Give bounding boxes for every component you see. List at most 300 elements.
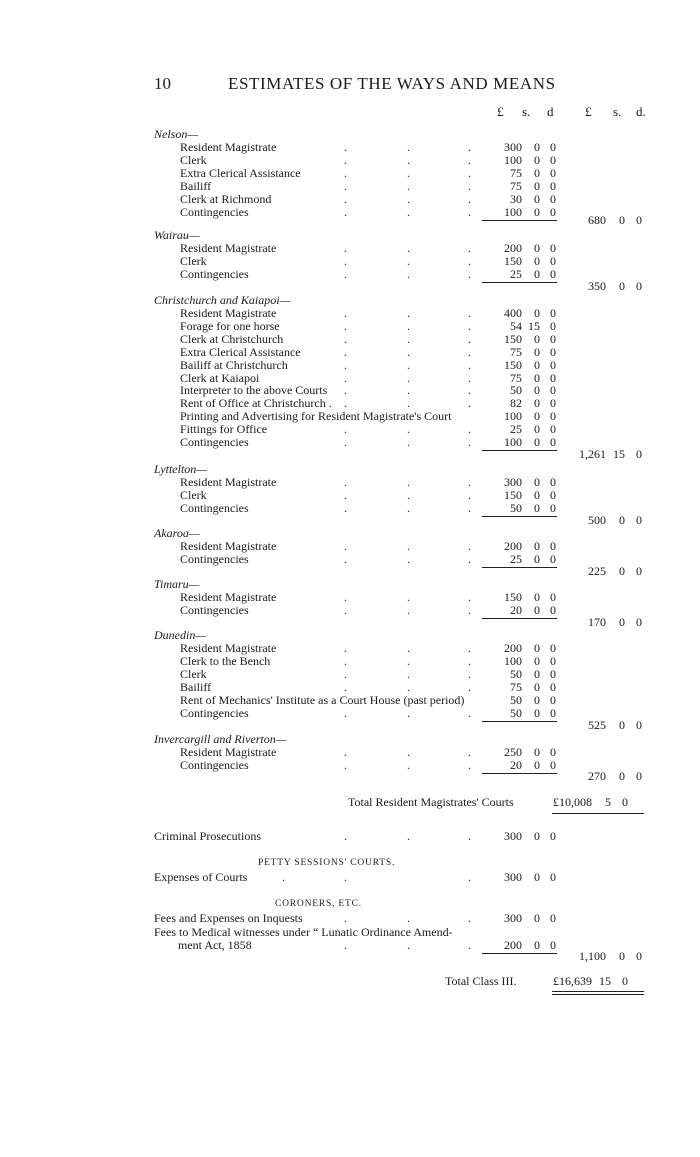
leader-dot: . (468, 241, 471, 255)
line-item-amount-pounds: 250 (504, 745, 522, 759)
leader-dot: . (468, 829, 471, 843)
leader-dot: . (344, 487, 347, 502)
line-item-amount-shillings: 0 (534, 165, 540, 180)
class-total-pounds: £16,639 (553, 974, 592, 988)
line-item-amount-pounds: 30 (510, 191, 522, 206)
leader-dot: . (468, 435, 471, 449)
line-item-amount-pounds: 200 (504, 641, 522, 655)
leader-dot: . (344, 178, 347, 193)
line-item-amount-shillings: 0 (534, 705, 540, 720)
akaroa-section-title: Akaroa— (154, 526, 200, 540)
leader-dot: . (468, 539, 471, 553)
line-item-amount-pence: 0 (550, 331, 556, 346)
line-item-label: Contingencies (180, 266, 249, 281)
christchurch-subtotal-rule (482, 450, 557, 451)
line-item-label: Contingencies (180, 602, 249, 617)
line-item-label: Bailiff (180, 178, 212, 193)
leader-dot: . (468, 911, 471, 925)
line-item-label: Clerk at Christchurch (180, 331, 284, 346)
line-item-amount-pounds: 75 (510, 178, 522, 193)
leader-dot: . (344, 475, 347, 489)
leader-dot: . (468, 641, 471, 655)
line-item-amount-shillings: 0 (534, 422, 540, 437)
line-item-amount-pounds: 100 (504, 204, 522, 219)
leader-dot: . (468, 590, 471, 604)
line-item-label: Contingencies (180, 204, 249, 219)
line-item-amount-pounds: 20 (510, 602, 522, 617)
line-item-amount-pounds: 100 (504, 653, 522, 668)
line-item-amount-pounds: 300 (504, 475, 522, 489)
wairau-section-total-pounds: 350 (588, 279, 606, 293)
criminal-prosecutions-label: Criminal Prosecutions (154, 829, 261, 843)
line-item-amount-pounds: 100 (504, 435, 522, 449)
lyttelton-subtotal-rule (482, 516, 557, 517)
leader-dot: . (407, 590, 410, 604)
class-total-rule-1 (552, 991, 644, 992)
leader-dot: . (407, 938, 410, 952)
line-item-label: Resident Magistrate (180, 306, 277, 320)
class-total-rule-2 (552, 994, 644, 995)
resident-magistrates-total-shillings: 5 (605, 795, 611, 809)
line-item-amount-pence: 0 (550, 653, 556, 668)
leader-dot: . (344, 241, 347, 255)
leader-dot: . (407, 357, 410, 372)
line-item-amount-pounds: 200 (504, 241, 522, 255)
line-item-label: Resident Magistrate (180, 241, 277, 255)
expenses-of-courts-amount-pounds: 300 (504, 870, 522, 884)
leader-dot: . (407, 641, 410, 655)
leader-dot: . (468, 165, 471, 180)
line-item-amount-pence: 0 (550, 178, 556, 193)
leader-dot: . (407, 705, 410, 720)
lyttelton-section-total-pence: 0 (636, 513, 642, 527)
line-item-label: Resident Magistrate (180, 745, 277, 759)
line-item-amount-pence: 0 (550, 679, 556, 694)
line-item-amount-shillings: 0 (534, 152, 540, 167)
leader-dot: . (344, 602, 347, 617)
leader-dot: . (468, 551, 471, 566)
leader-dot: . (468, 370, 471, 385)
line-item-amount-pence: 0 (550, 318, 556, 333)
inquests-fees-amount-shillings: 0 (534, 911, 540, 925)
line-item-amount-pence: 0 (550, 396, 556, 411)
leader-dot: . (344, 590, 347, 604)
line-item-label: Contingencies (180, 757, 249, 772)
leader-dot: . (468, 653, 471, 668)
leader-dot: . (344, 705, 347, 720)
line-item-amount-pounds: 50 (510, 666, 522, 681)
line-item-amount-pence: 0 (550, 152, 556, 167)
line-item-amount-shillings: 0 (534, 551, 540, 566)
line-item-amount-shillings: 0 (534, 344, 540, 359)
leader-dot: . (468, 383, 471, 398)
criminal-prosecutions-amount-pounds: 300 (504, 829, 522, 843)
leader-dot: . (344, 253, 347, 268)
line-item-amount-pounds: 200 (504, 539, 522, 553)
invercargill-subtotal-rule (482, 773, 557, 774)
leader-dot: . (468, 191, 471, 206)
leader-dot: . (407, 435, 410, 449)
leader-dot: . (344, 938, 347, 952)
leader-dot: . (468, 602, 471, 617)
timaru-subtotal-rule (482, 618, 557, 619)
class-total-pence: 0 (622, 974, 628, 988)
line-item-amount-shillings: 0 (534, 602, 540, 617)
timaru-section-total-pounds: 170 (588, 615, 606, 629)
leader-dot: . (407, 396, 410, 411)
leader-dot: . (344, 870, 347, 884)
line-item-amount-pounds: 50 (510, 705, 522, 720)
line-item-label: Extra Clerical Assistance (180, 165, 301, 180)
invercargill-section-total-shillings: 0 (619, 769, 625, 783)
line-item-amount-pounds: 75 (510, 344, 522, 359)
leader-dot: . (468, 705, 471, 720)
leader-dot: . (468, 475, 471, 489)
leader-dot: . (468, 344, 471, 359)
line-item-amount-pence: 0 (550, 539, 556, 553)
line-item-amount-shillings: 0 (534, 191, 540, 206)
line-item-amount-pounds: 50 (510, 692, 522, 707)
leader-dot: . (407, 165, 410, 180)
coroners-heading: CORONERS, ETC. (275, 899, 362, 909)
leader-dot: . (282, 870, 285, 884)
medical-witnesses-amount-shillings: 0 (534, 938, 540, 952)
christchurch-section-total-shillings: 15 (613, 447, 625, 461)
line-item-label: Resident Magistrate (180, 539, 277, 553)
line-item-amount-pounds: 150 (504, 590, 522, 604)
line-item-amount-pence: 0 (550, 435, 556, 449)
leader-dot: . (407, 829, 410, 843)
dunedin-subtotal-rule (482, 721, 557, 722)
invercargill-section-title: Invercargill and Riverton— (154, 732, 287, 746)
line-item-amount-pence: 0 (550, 475, 556, 489)
dunedin-section-total-pounds: 525 (588, 718, 606, 732)
line-item-label: Resident Magistrate (180, 475, 277, 489)
leader-dot: . (344, 266, 347, 281)
christchurch-section-total-pence: 0 (636, 447, 642, 461)
invercargill-section-total-pence: 0 (636, 769, 642, 783)
line-item-label: Rent of Mechanics' Institute as a Court House (past period) (180, 692, 465, 707)
line-item-amount-pounds: 75 (510, 370, 522, 385)
leader-dot: . (407, 551, 410, 566)
line-item-amount-shillings: 0 (534, 435, 540, 449)
line-item-label: Interpreter to the above Courts (180, 383, 328, 398)
line-item-amount-pounds: 75 (510, 679, 522, 694)
leader-dot: . (407, 318, 410, 333)
leader-dot: . (344, 396, 347, 411)
leader-dot: . (407, 370, 410, 385)
line-item-amount-pence: 0 (550, 253, 556, 268)
leader-dot: . (407, 653, 410, 668)
line-item-amount-shillings: 0 (534, 666, 540, 681)
leader-dot: . (344, 140, 347, 154)
line-item-amount-pence: 0 (550, 757, 556, 772)
coroners-subtotal-rule (482, 953, 557, 954)
leader-dot: . (344, 331, 347, 346)
leader-dot: . (407, 757, 410, 772)
line-item-amount-pounds: 50 (510, 500, 522, 515)
line-item-amount-pence: 0 (550, 551, 556, 566)
line-item-amount-shillings: 0 (534, 641, 540, 655)
leader-dot: . (344, 829, 347, 843)
leader-dot: . (344, 435, 347, 449)
wairau-section-title: Wairau— (154, 228, 200, 242)
line-item-amount-shillings: 0 (534, 253, 540, 268)
line-item-label: Contingencies (180, 500, 249, 515)
leader-dot: . (407, 140, 410, 154)
line-item-amount-pence: 0 (550, 745, 556, 759)
resident-magistrates-total-pence: 0 (622, 795, 628, 809)
leader-dot: . (407, 191, 410, 206)
medical-witnesses-amount-pence: 0 (550, 938, 556, 952)
akaroa-section-total-shillings: 0 (619, 564, 625, 578)
line-item-label: Clerk at Richmond (180, 191, 272, 206)
leader-dot: . (344, 911, 347, 925)
line-item-amount-pounds: 54 (510, 318, 522, 333)
akaroa-section-total-pence: 0 (636, 564, 642, 578)
leader-dot: . (468, 396, 471, 411)
leader-dot: . (407, 204, 410, 219)
line-item-amount-shillings: 0 (534, 745, 540, 759)
line-item-amount-shillings: 0 (534, 500, 540, 515)
timaru-section-total-shillings: 0 (619, 615, 625, 629)
line-item-label: Printing and Advertising for Resident Magistrate's Court (180, 409, 452, 424)
nelson-subtotal-rule (482, 220, 557, 221)
line-item-label: Contingencies (180, 435, 249, 449)
leader-dot: . (344, 344, 347, 359)
leader-dot: . (407, 253, 410, 268)
leader-dot: . (407, 475, 410, 489)
line-item-label: Bailiff at Christchurch (180, 357, 288, 372)
line-item-amount-shillings: 15 (528, 318, 540, 333)
line-item-label: Resident Magistrate (180, 140, 277, 154)
line-item-amount-pounds: 400 (504, 306, 522, 320)
inquests-fees-label: Fees and Expenses on Inquests (154, 911, 303, 925)
line-item-amount-pence: 0 (550, 641, 556, 655)
akaroa-subtotal-rule (482, 567, 557, 568)
line-item-amount-pence: 0 (550, 692, 556, 707)
leader-dot: . (468, 331, 471, 346)
total-pounds-column-header: £ (585, 104, 592, 119)
line-item-amount-pence: 0 (550, 357, 556, 372)
leader-dot: . (407, 241, 410, 255)
leader-dot: . (468, 870, 471, 884)
leader-dot: . (344, 318, 347, 333)
invercargill-section-total-pounds: 270 (588, 769, 606, 783)
page-header (154, 74, 574, 98)
leader-dot: . (344, 422, 347, 437)
medical-witnesses-label-cont: ment Act, 1858 (178, 938, 252, 952)
leader-dot: . (407, 152, 410, 167)
leader-dot: . (344, 152, 347, 167)
line-item-amount-shillings: 0 (534, 590, 540, 604)
leader-dot: . (407, 306, 410, 320)
shillings-column-header: s. (522, 104, 531, 119)
line-item-amount-pence: 0 (550, 422, 556, 437)
line-item-amount-pounds: 20 (510, 757, 522, 772)
leader-dot: . (344, 191, 347, 206)
leader-dot: . (344, 679, 347, 694)
wairau-subtotal-rule (482, 282, 557, 283)
line-item-label: Clerk (180, 666, 207, 681)
line-item-amount-pounds: 150 (504, 357, 522, 372)
line-item-label: Resident Magistrate (180, 590, 277, 604)
leader-dot: . (468, 266, 471, 281)
line-item-amount-shillings: 0 (534, 370, 540, 385)
coroners-total-pounds: 1,100 (579, 949, 606, 963)
line-item-label: Contingencies (180, 551, 249, 566)
leader-dot: . (468, 757, 471, 772)
leader-dot: . (344, 357, 347, 372)
leader-dot: . (344, 653, 347, 668)
line-item-amount-shillings: 0 (534, 140, 540, 154)
leader-dot: . (407, 539, 410, 553)
line-item-amount-pence: 0 (550, 344, 556, 359)
line-item-label: Clerk (180, 253, 207, 268)
expenses-of-courts-amount-pence: 0 (550, 870, 556, 884)
leader-dot: . (468, 422, 471, 437)
line-item-amount-shillings: 0 (534, 266, 540, 281)
dunedin-section-total-shillings: 0 (619, 718, 625, 732)
inquests-fees-amount-pounds: 300 (504, 911, 522, 925)
leader-dot: . (468, 679, 471, 694)
line-item-amount-pence: 0 (550, 705, 556, 720)
leader-dot: . (344, 383, 347, 398)
line-item-amount-pounds: 100 (504, 409, 522, 424)
line-item-amount-shillings: 0 (534, 539, 540, 553)
pence-column-header: d (547, 104, 554, 119)
line-item-amount-shillings: 0 (534, 306, 540, 320)
wairau-section-total-pence: 0 (636, 279, 642, 293)
line-item-label: Extra Clerical Assistance (180, 344, 301, 359)
leader-dot: . (407, 911, 410, 925)
leader-dot: . (468, 745, 471, 759)
class-total-label: Total Class III. (445, 974, 517, 988)
line-item-amount-pence: 0 (550, 487, 556, 502)
lyttelton-section-total-pounds: 500 (588, 513, 606, 527)
leader-dot: . (468, 253, 471, 268)
leader-dot: . (407, 331, 410, 346)
nelson-section-title: Nelson— (154, 127, 199, 141)
line-item-amount-pence: 0 (550, 383, 556, 398)
line-item-amount-shillings: 0 (534, 757, 540, 772)
line-item-amount-pence: 0 (550, 165, 556, 180)
nelson-section-total-pounds: 680 (588, 213, 606, 227)
expenses-of-courts-label: Expenses of Courts (154, 870, 248, 884)
line-item-amount-pence: 0 (550, 500, 556, 515)
rm-total-rule (552, 813, 644, 814)
line-item-amount-shillings: 0 (534, 692, 540, 707)
nelson-section-total-shillings: 0 (619, 213, 625, 227)
line-item-amount-pounds: 82 (510, 396, 522, 411)
akaroa-section-total-pounds: 225 (588, 564, 606, 578)
expenses-of-courts-amount-shillings: 0 (534, 870, 540, 884)
leader-dot: . (468, 152, 471, 167)
line-item-amount-pence: 0 (550, 140, 556, 154)
leader-dot: . (468, 204, 471, 219)
inquests-fees-amount-pence: 0 (550, 911, 556, 925)
leader-dot: . (468, 318, 471, 333)
leader-dot: . (468, 938, 471, 952)
leader-dot: . (407, 266, 410, 281)
leader-dot: . (407, 602, 410, 617)
leader-dot: . (344, 551, 347, 566)
line-item-amount-pounds: 150 (504, 487, 522, 502)
leader-dot: . (344, 641, 347, 655)
line-item-amount-pence: 0 (550, 266, 556, 281)
leader-dot: . (407, 383, 410, 398)
leader-dot: . (344, 745, 347, 759)
line-item-label: Fittings for Office (180, 422, 268, 437)
line-item-label: Bailiff (180, 679, 212, 694)
lyttelton-section-title: Lyttelton— (154, 462, 207, 476)
page-title: ESTIMATES OF THE WAYS AND MEANS (228, 74, 556, 93)
line-item-amount-pounds: 50 (510, 383, 522, 398)
line-item-label: Resident Magistrate (180, 641, 277, 655)
line-item-amount-pounds: 100 (504, 152, 522, 167)
resident-magistrates-total-label: Total Resident Magistrates' Courts (348, 795, 514, 809)
line-item-amount-pounds: 300 (504, 140, 522, 154)
leader-dot: . (344, 539, 347, 553)
line-item-amount-pence: 0 (550, 306, 556, 320)
line-item-label: Contingencies (180, 705, 249, 720)
line-item-amount-pence: 0 (550, 666, 556, 681)
leader-dot: . (407, 679, 410, 694)
leader-dot: . (344, 165, 347, 180)
line-item-label: Clerk to the Bench (180, 653, 271, 668)
line-item-amount-pence: 0 (550, 191, 556, 206)
timaru-section-title: Timaru— (154, 577, 200, 591)
leader-dot: . (407, 422, 410, 437)
nelson-section-total-pence: 0 (636, 213, 642, 227)
leader-dot: . (344, 757, 347, 772)
leader-dot: . (344, 204, 347, 219)
line-item-amount-shillings: 0 (534, 679, 540, 694)
line-item-amount-shillings: 0 (534, 487, 540, 502)
leader-dot: . (468, 487, 471, 502)
line-item-amount-pence: 0 (550, 204, 556, 219)
leader-dot: . (468, 178, 471, 193)
lyttelton-section-total-shillings: 0 (619, 513, 625, 527)
coroners-total-pence: 0 (636, 949, 642, 963)
leader-dot: . (407, 500, 410, 515)
line-item-amount-pounds: 25 (510, 422, 522, 437)
leader-dot: . (468, 357, 471, 372)
leader-dot: . (468, 306, 471, 320)
line-item-amount-pounds: 150 (504, 331, 522, 346)
medical-witnesses-amount-pounds: 200 (504, 938, 522, 952)
medical-witnesses-label: Fees to Medical witnesses under “ Lunatic Ordinance Amend- (154, 925, 453, 939)
line-item-amount-pence: 0 (550, 370, 556, 385)
leader-dot: . (407, 178, 410, 193)
total-pence-column-header: d. (636, 104, 646, 119)
criminal-prosecutions-amount-shillings: 0 (534, 829, 540, 843)
line-item-amount-shillings: 0 (534, 383, 540, 398)
line-item-label: Forage for one horse (180, 318, 280, 333)
resident-magistrates-total-pounds: £10,008 (553, 795, 592, 809)
line-item-amount-shillings: 0 (534, 653, 540, 668)
line-item-amount-shillings: 0 (534, 331, 540, 346)
line-item-amount-pence: 0 (550, 590, 556, 604)
line-item-label: Clerk (180, 152, 207, 167)
line-item-amount-pounds: 150 (504, 253, 522, 268)
line-item-amount-shillings: 0 (534, 475, 540, 489)
line-item-amount-pounds: 25 (510, 266, 522, 281)
criminal-prosecutions-amount-pence: 0 (550, 829, 556, 843)
pounds-column-header: £ (497, 104, 504, 119)
leader-dot: . (468, 140, 471, 154)
line-item-amount-shillings: 0 (534, 178, 540, 193)
